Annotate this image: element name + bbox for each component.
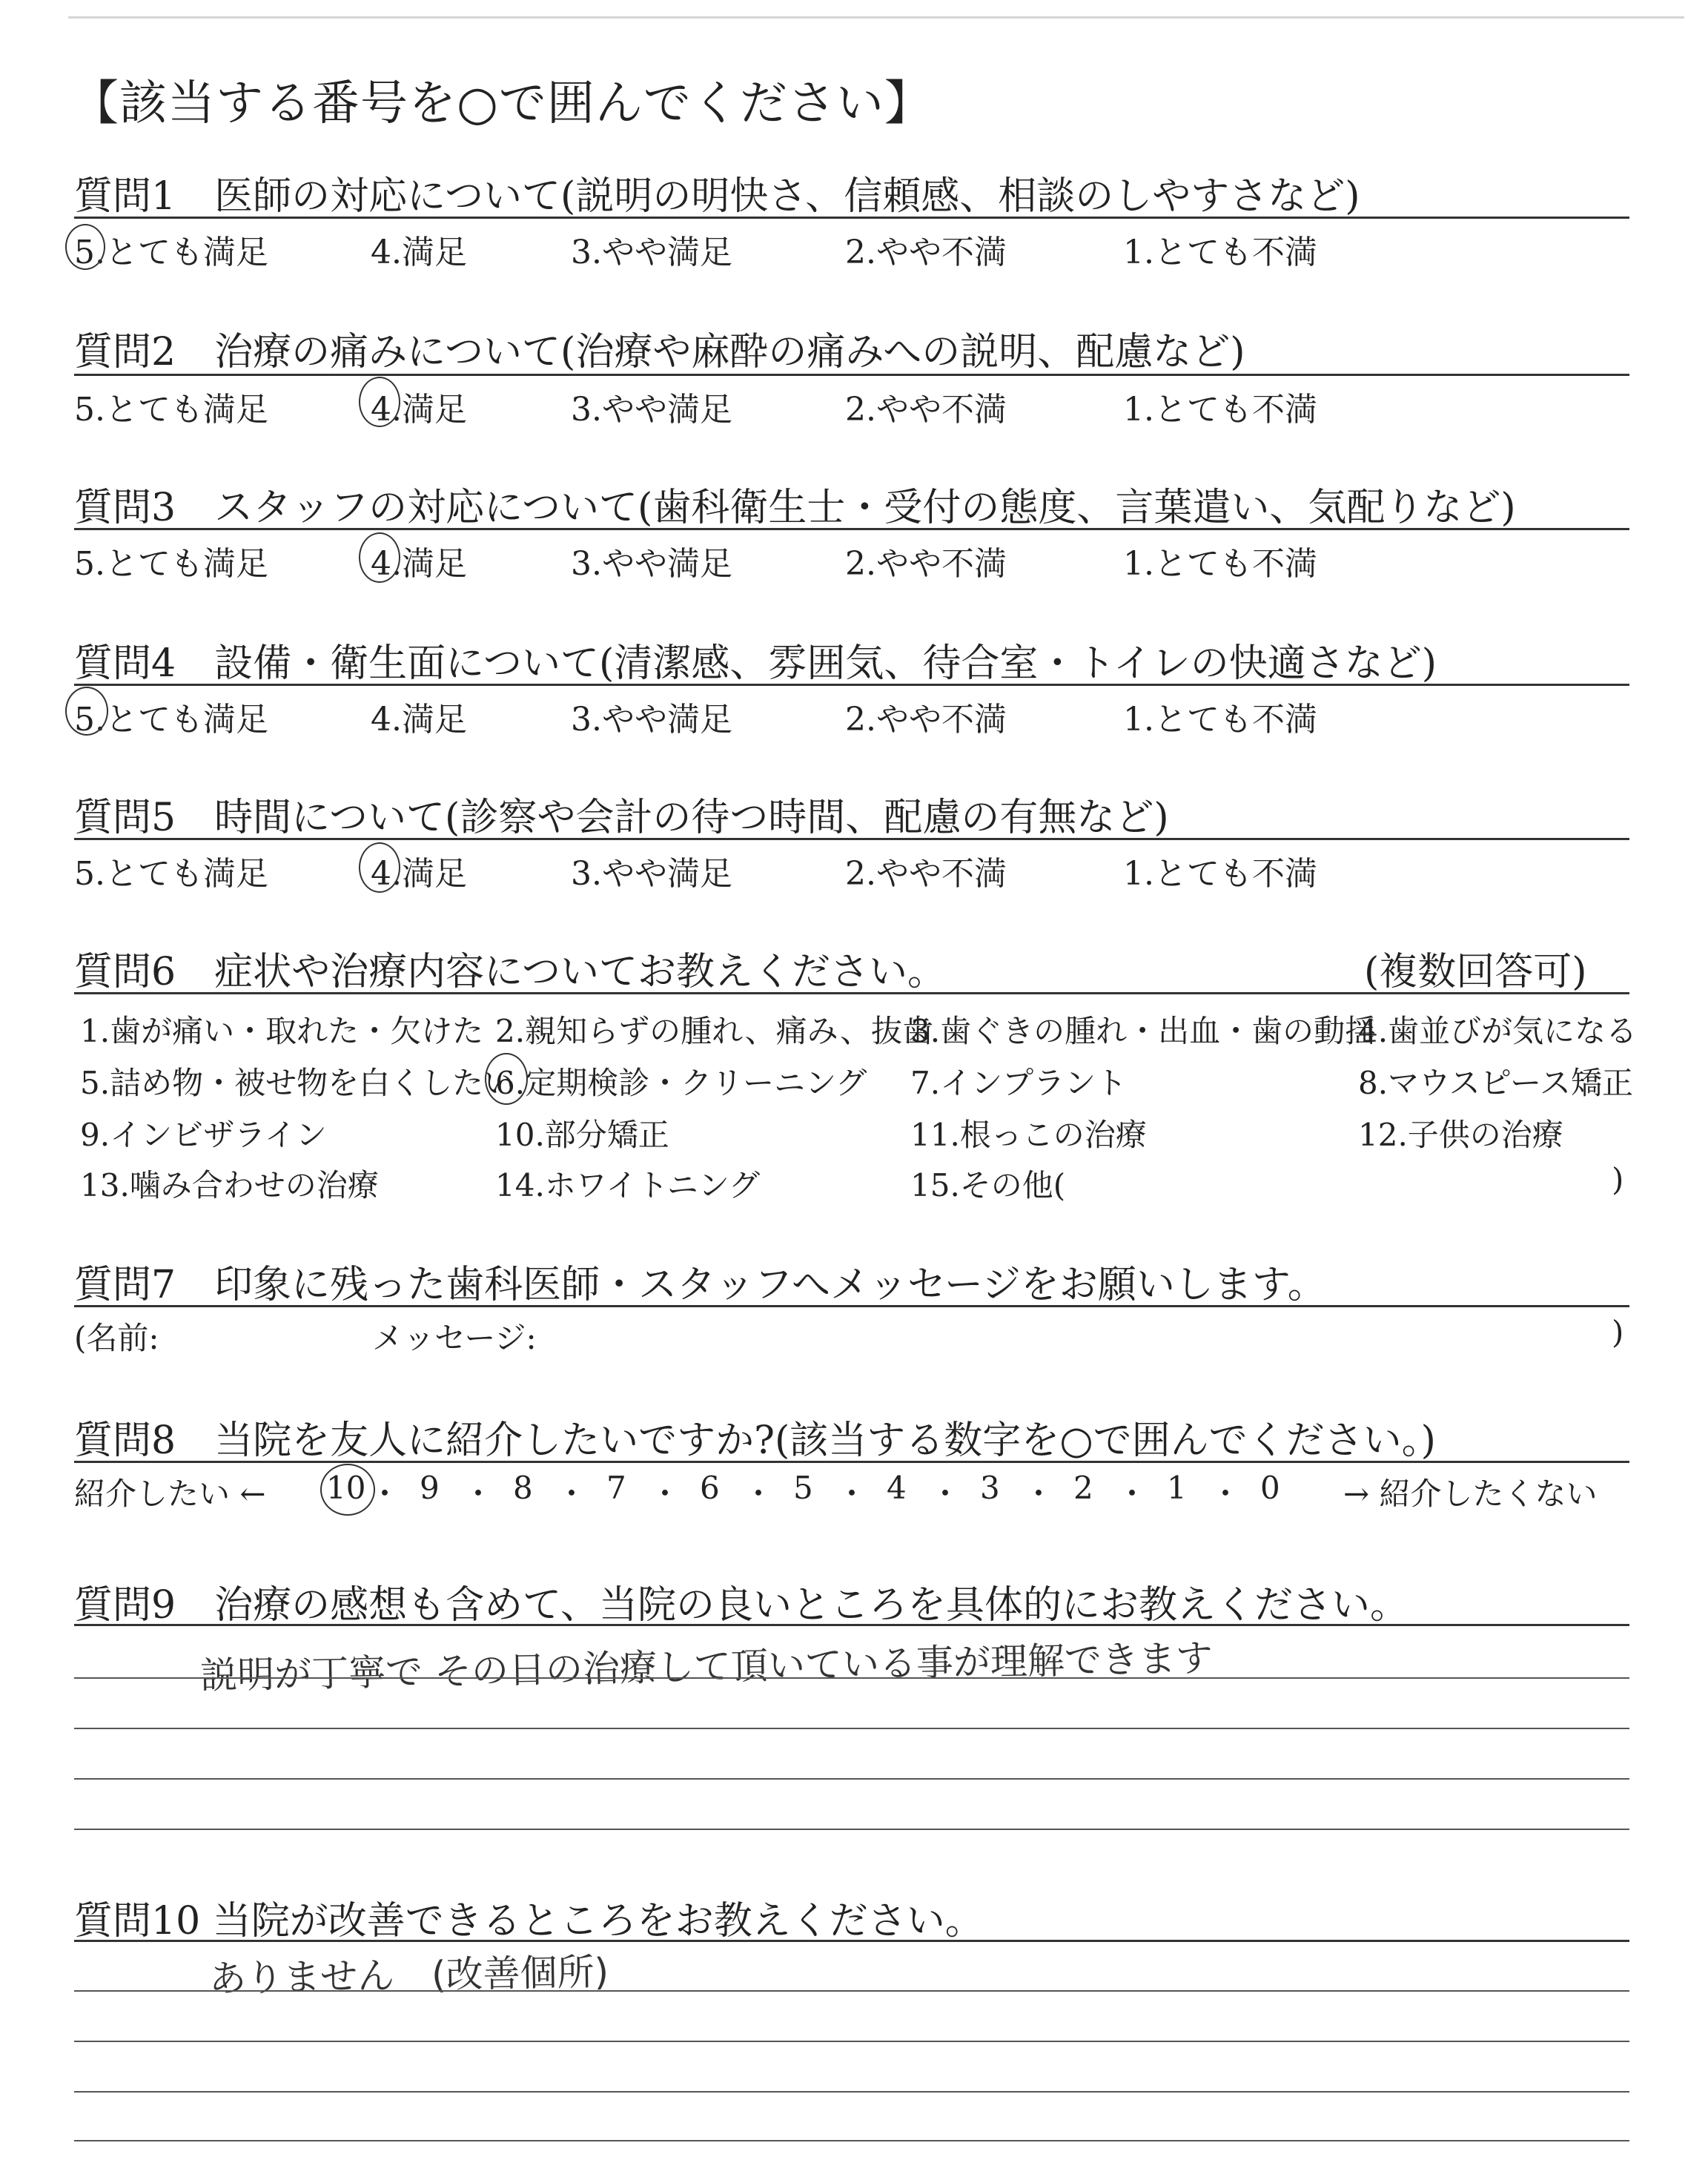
- question-4-rule: [74, 684, 1629, 686]
- q8-separator: ・: [463, 1476, 494, 1512]
- q5-option-5[interactable]: 5.とても満足: [74, 855, 268, 893]
- question-6-note: (複数回答可): [1364, 950, 1587, 994]
- question-3-label: 質問3 スタッフの対応について(歯科衛生士・受付の態度、言葉遣い、気配りなど): [74, 486, 1516, 530]
- top-border: [68, 16, 1684, 19]
- question-9-label: 質問9 治療の感想も含めて、当院の良いところを具体的にお教えください。: [74, 1583, 1409, 1628]
- q1-option-2[interactable]: 2.やや不満: [845, 234, 1007, 271]
- q2-selection-circle: [359, 377, 400, 427]
- question-3-rule: [74, 528, 1629, 530]
- q8-number-0[interactable]: 0: [1260, 1470, 1280, 1506]
- q8-number-3[interactable]: 3: [980, 1470, 1000, 1506]
- question-2-rule: [74, 374, 1629, 376]
- q2-option-3[interactable]: 3.やや満足: [571, 391, 732, 429]
- q9-writing-line-3: [74, 1778, 1629, 1780]
- question-8-rule: [74, 1461, 1629, 1463]
- q3-option-3[interactable]: 3.やや満足: [571, 545, 732, 583]
- q3-option-5[interactable]: 5.とても満足: [74, 545, 268, 583]
- q2-option-4[interactable]: 4.満足: [371, 391, 467, 429]
- q6-option-12[interactable]: 12.子供の治療: [1358, 1117, 1563, 1153]
- q3-option-4[interactable]: 4.満足: [371, 545, 467, 583]
- q6-option-8[interactable]: 8.マウスピース矯正: [1358, 1065, 1634, 1101]
- q8-separator: ・: [930, 1476, 961, 1512]
- q8-separator: ・: [1210, 1476, 1242, 1512]
- q8-number-9[interactable]: 9: [420, 1470, 440, 1506]
- q1-option-5[interactable]: 5.とても満足: [74, 234, 268, 271]
- q1-option-3[interactable]: 3.やや満足: [571, 234, 732, 271]
- q4-selection-circle: [65, 687, 108, 736]
- question-8-label: 質問8 当院を友人に紹介したいですか?(該当する数字を○で囲んでください。): [74, 1418, 1436, 1463]
- question-1-rule: [74, 217, 1629, 219]
- q4-option-5[interactable]: 5.とても満足: [74, 701, 268, 739]
- page-title: 【該当する番号を○で囲んでください】: [71, 76, 933, 131]
- q10-handwritten-answer: ありません (改善個所): [208, 1950, 609, 2001]
- q8-separator: ・: [743, 1476, 775, 1512]
- q8-number-5[interactable]: 5: [793, 1470, 813, 1506]
- q8-right-label: → 紹介したくない: [1343, 1476, 1598, 1512]
- q6-option-7[interactable]: 7.インプラント: [910, 1065, 1128, 1101]
- question-2-label: 質問2 治療の痛みについて(治療や麻酔の痛みへの説明、配慮など): [74, 330, 1245, 374]
- q8-separator: ・: [1023, 1476, 1055, 1512]
- q8-selection-circle: [320, 1464, 375, 1516]
- q6-option-5[interactable]: 5.詰め物・被せ物を白くしたい: [80, 1065, 515, 1101]
- q3-selection-circle: [359, 532, 400, 583]
- q3-option-2[interactable]: 2.やや不満: [845, 545, 1007, 583]
- q1-selection-circle: [65, 224, 105, 270]
- question-6-rule: [74, 992, 1629, 994]
- q5-option-1[interactable]: 1.とても不満: [1123, 855, 1317, 893]
- q1-option-4[interactable]: 4.満足: [371, 234, 467, 271]
- question-5-label: 質問5 時間について(診察や会計の待つ時間、配慮の有無など): [74, 796, 1169, 840]
- q7-name-label: (名前:: [74, 1320, 159, 1356]
- q6-option-6[interactable]: 6.定期検診・クリーニング: [495, 1065, 867, 1101]
- q9-handwritten-answer: 説明が丁寧で その日の治療して頂いている事が理解できます: [199, 1636, 1214, 1697]
- question-10-label: 質問10 当院が改善できるところをお教えください。: [74, 1899, 984, 1943]
- q6-option-2[interactable]: 2.親知らずの腫れ、痛み、抜歯: [495, 1013, 934, 1049]
- q5-option-4[interactable]: 4.満足: [371, 855, 467, 893]
- q6-selection-circle: [485, 1053, 528, 1105]
- q6-option-13[interactable]: 13.噛み合わせの治療: [80, 1167, 379, 1203]
- q10-writing-line-1: [74, 1990, 1629, 1992]
- q8-number-1[interactable]: 1: [1167, 1470, 1187, 1506]
- question-7-rule: [74, 1305, 1629, 1307]
- q8-number-4[interactable]: 4: [887, 1470, 907, 1506]
- q2-option-2[interactable]: 2.やや不満: [845, 391, 1007, 429]
- q9-writing-line-4: [74, 1829, 1629, 1830]
- q8-separator: ・: [369, 1476, 401, 1512]
- q5-option-3[interactable]: 3.やや満足: [571, 855, 732, 893]
- q1-option-1[interactable]: 1.とても不満: [1123, 234, 1317, 271]
- q2-option-5[interactable]: 5.とても満足: [74, 391, 268, 429]
- q6-option-11[interactable]: 11.根っこの治療: [910, 1117, 1147, 1153]
- q4-option-2[interactable]: 2.やや不満: [845, 701, 1007, 739]
- q6-option-3[interactable]: 3.歯ぐきの腫れ・出血・歯の動揺: [910, 1013, 1377, 1049]
- q8-number-2[interactable]: 2: [1073, 1470, 1093, 1506]
- q8-separator: ・: [1116, 1476, 1148, 1512]
- q10-writing-line-4: [74, 2140, 1629, 2141]
- q9-writing-line-2: [74, 1728, 1629, 1729]
- q4-option-3[interactable]: 3.やや満足: [571, 701, 732, 739]
- q8-number-8[interactable]: 8: [513, 1470, 533, 1506]
- q6-option-10[interactable]: 10.部分矯正: [495, 1117, 669, 1153]
- q7-close-paren: ): [1612, 1314, 1624, 1350]
- q10-writing-line-3: [74, 2091, 1629, 2093]
- q8-separator: ・: [556, 1476, 588, 1512]
- q8-number-10[interactable]: 10: [326, 1470, 366, 1506]
- q7-message-field[interactable]: [563, 1314, 1594, 1351]
- q6-option-15[interactable]: 15.その他(: [910, 1167, 1066, 1203]
- q3-option-1[interactable]: 1.とても不満: [1123, 545, 1317, 583]
- q5-selection-circle: [359, 842, 400, 893]
- q6-option-1[interactable]: 1.歯が痛い・取れた・欠けた: [80, 1013, 484, 1049]
- question-6-label: 質問6 症状や治療内容についてお教えください。: [74, 950, 947, 994]
- q4-option-4[interactable]: 4.満足: [371, 701, 467, 739]
- q2-option-1[interactable]: 1.とても不満: [1123, 391, 1317, 429]
- question-9-rule: [74, 1624, 1629, 1626]
- q8-separator: ・: [649, 1476, 681, 1512]
- question-4-label: 質問4 設備・衛生面について(清潔感、雰囲気、待合室・トイレの快適さなど): [74, 641, 1437, 686]
- question-10-rule: [74, 1940, 1629, 1942]
- question-1-label: 質問1 医師の対応について(説明の明快さ、信頼感、相談のしやすさなど): [74, 174, 1360, 219]
- question-7-label: 質問7 印象に残った歯科医師・スタッフへメッセージをお願いします。: [74, 1263, 1326, 1307]
- q8-left-label: 紹介したい ←: [74, 1476, 266, 1512]
- q8-number-7[interactable]: 7: [606, 1470, 626, 1506]
- q9-writing-line-1: [74, 1677, 1629, 1679]
- q8-number-6[interactable]: 6: [700, 1470, 720, 1506]
- q6-option-14[interactable]: 14.ホワイトニング: [495, 1167, 761, 1203]
- q6-option-15-close: ): [1612, 1161, 1624, 1198]
- q7-message-label: メッセージ:: [372, 1320, 537, 1356]
- q10-writing-line-2: [74, 2041, 1629, 2042]
- question-5-rule: [74, 838, 1629, 840]
- q6-option-9[interactable]: 9.インビザライン: [80, 1117, 327, 1153]
- q7-name-field[interactable]: [185, 1314, 356, 1351]
- q6-option-4[interactable]: 4.歯並びが気になる: [1358, 1013, 1638, 1049]
- q8-number-scale: [326, 1470, 1312, 1511]
- q5-option-2[interactable]: 2.やや不満: [845, 855, 1007, 893]
- q8-separator: ・: [836, 1476, 868, 1512]
- q4-option-1[interactable]: 1.とても不満: [1123, 701, 1317, 739]
